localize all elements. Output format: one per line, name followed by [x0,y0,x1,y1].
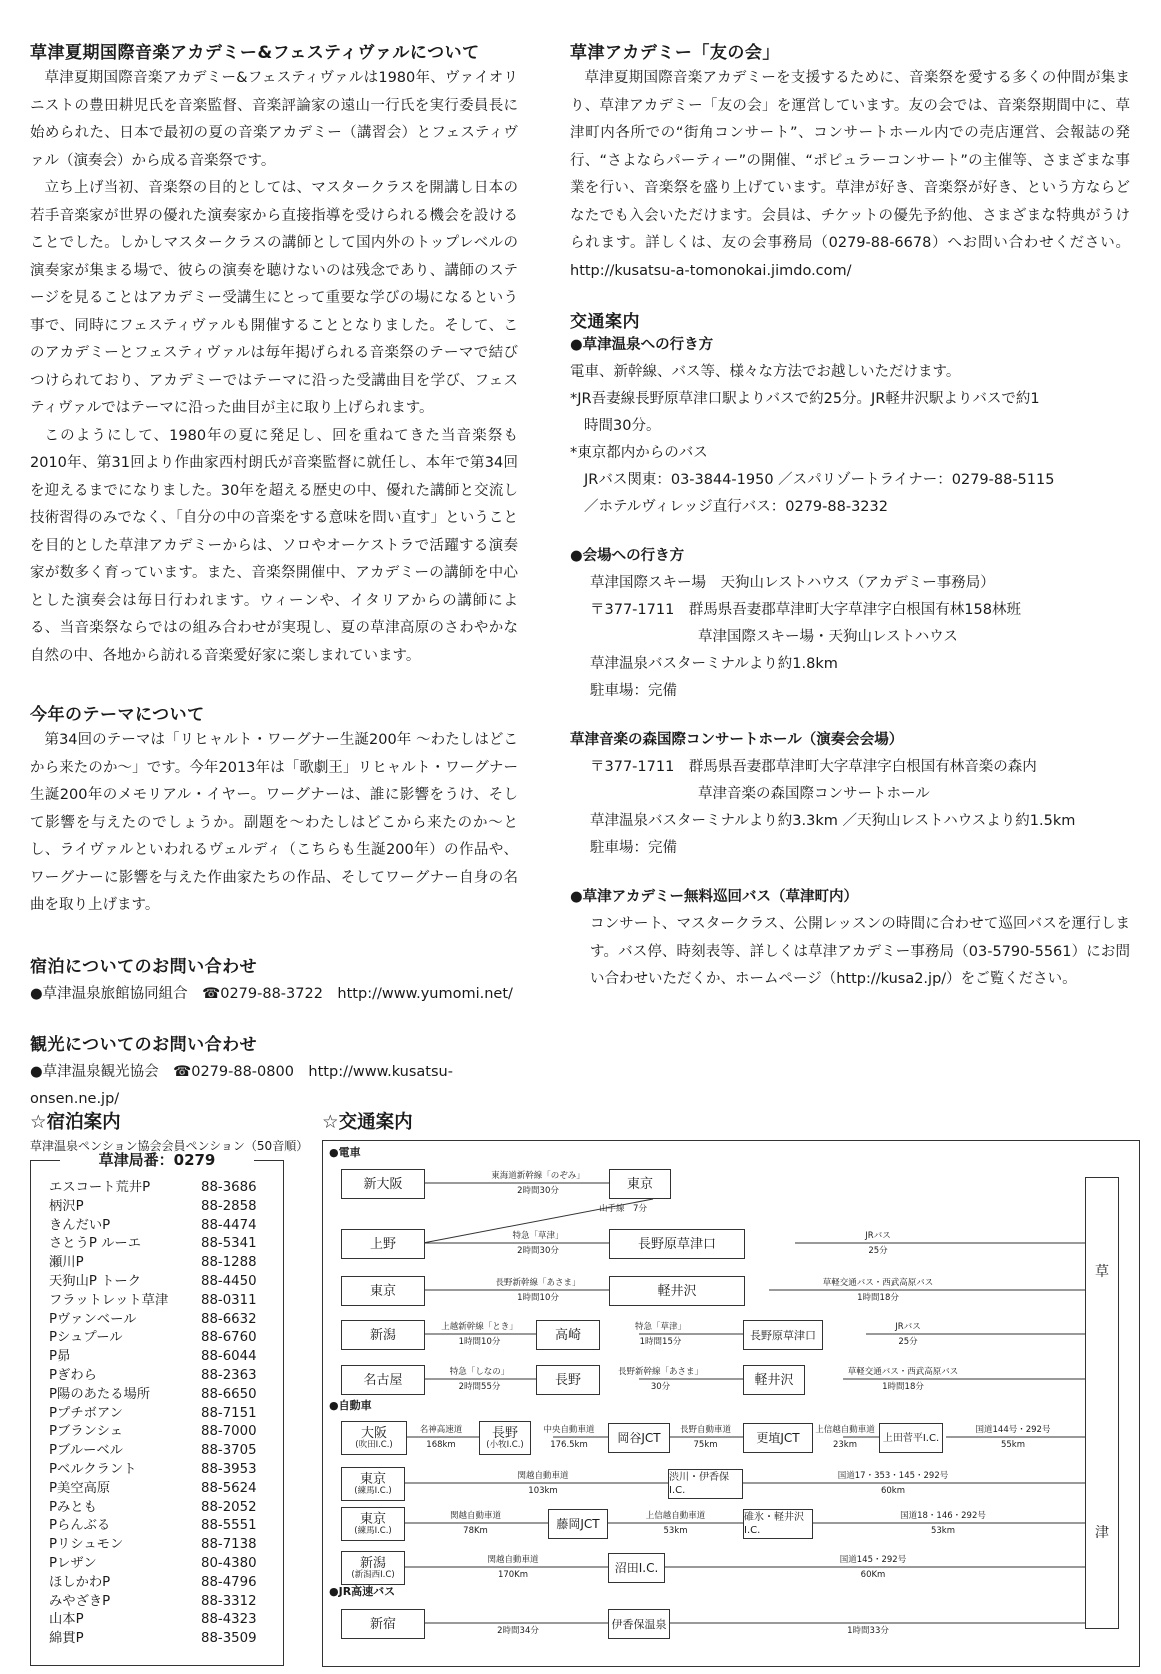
theme-paragraph: 第34回のテーマは「リヒャルト・ワーグナー生誕200年 〜わたしはどこから来たのか〜」です。今年2013年は「歌劇王」リヒャルト・ワーグナー生誕200年のメモリアル・イヤー。ワーグナーは、誰に影響をうけ、そして影響を与えたのでしょうか。副題を〜わたしはどこから来たのか〜とし、ライヴァルといわれるヴェルディ（こちらも生誕200年）の作品や、ワーグナーに影響を与えた作曲家たちの作品、そしてワーグナー自身の名曲を取り上げます。 [30,732,518,913]
route-label: 名神高速道 [419,1425,463,1435]
lodging-row [49,1254,261,1273]
route-label: 長野新幹線「あさま」 [495,1278,581,1288]
lodging-inquiry-line: ●草津温泉旅館協同組合 ☎0279-88-3722 http://www.yumomi.net/ [30,985,513,1002]
route-label: JRバス [865,1231,891,1241]
ic-niigata-name: 新潟 [359,1555,386,1571]
ic-tokyo2-name: 東京 [359,1511,386,1527]
onsen-line-2: *JR吾妻線長野原草津口駅よりバスで約25分。JR軽井沢駅よりバスで約1 [570,391,1040,407]
route-label: 関越自動車道 [487,1555,539,1565]
pension-phone: 88-4323 [201,1612,257,1628]
ic-tokyo-nerima [341,1467,405,1501]
station-karuizawa-2: 軽井沢 [743,1365,805,1395]
pension-name: フラットレット草津 [49,1292,169,1308]
route-distance: 55km [1000,1440,1026,1450]
route-distance: 78Km [463,1526,488,1536]
route-label: 国道17・353・145・292号 [837,1471,949,1481]
ic-nagano-komaki [479,1421,531,1455]
route-time: 1時間10分 [458,1337,501,1347]
station-shinjuku: 新宿 [341,1609,425,1639]
jct-okaya: 岡谷JCT [608,1423,670,1453]
pension-phone: 88-2052 [201,1499,257,1515]
venue1-name: 草津国際スキー場 天狗山レストハウス（アカデミー事務局） [590,575,995,591]
route-label: 山手線 7分 [599,1204,647,1214]
route-label: 上越新幹線「とき」 [441,1322,518,1332]
route-distance: 168km [426,1440,456,1450]
station-nagano: 長野 [536,1365,600,1395]
transport-guide-title: ☆交通案内 [322,1112,413,1133]
venue2-address-1: 〒377-1711 群馬県吾妻郡草津町大字草津字白根国有林音楽の森内 [590,759,1037,775]
pension-name: ほしかわP [49,1574,111,1590]
lodging-row [49,1386,261,1405]
pension-phone: 88-3312 [201,1593,257,1609]
route-distance: 103km [528,1486,558,1496]
route-label: 特急「草津」 [512,1231,564,1241]
station-naganohara-2: 長野原草津口 [743,1320,823,1350]
pension-name: Pシュプール [49,1330,123,1346]
venue-access-heading: ●会場への行き方 [570,548,685,564]
route-time: 1時間10分 [517,1293,559,1303]
pension-phone: 88-7000 [201,1424,257,1440]
route-distance: 53km [663,1526,688,1536]
pension-phone: 88-3705 [201,1443,257,1459]
pension-name: Pヴァンベール [49,1311,137,1327]
ic-ueda-sugadaira: 上田菅平I.C. [879,1423,943,1453]
ic-niigata-sub: (新潟西I.C) [351,1569,395,1580]
car-category: ●自動車 [329,1399,372,1412]
lodging-row [49,1311,261,1330]
lodging-row [49,1329,261,1348]
lodging-row [49,1574,261,1593]
route-distance: 60Km [860,1570,886,1580]
route-label: 長野新幹線「あさま」 [617,1367,703,1377]
route-time: 2時間55分 [458,1382,501,1392]
theme-section-title: 今年のテーマについて [30,705,205,725]
route-label: 特急「しなの」 [449,1367,510,1377]
route-time: 1時間18分 [857,1293,899,1303]
ic-osaka-name: 大阪 [360,1425,387,1441]
route-label: JRバス [895,1322,921,1332]
pension-name: Pプチボアン [49,1405,123,1421]
route-label: 東海道新幹線「のぞみ」 [491,1171,585,1181]
station-nagoya: 名古屋 [341,1365,425,1395]
route-time: 25分 [868,1246,888,1256]
festival-section-title: 草津夏期国際音楽アカデミー&フェスティヴァルについて [30,43,480,63]
lodging-row [49,1367,261,1386]
pension-phone: 88-5624 [201,1480,257,1496]
friends-paragraph: 草津夏期国際音楽アカデミーを支援するために、音楽祭を愛する多くの仲間が集まり、草津アカデミー「友の会」を運営しています。友の会では、音楽祭期間中に、草津町内各所での“街角コンサート”、コンサートホール内での売店運営、会報誌の発行、“さよならパーティー”の開催、“ポピュラーコンサート”の主催等、さまざまな事業を行い、音楽祭を盛り上げています。草津が好き、音楽祭が好き、という方ならどなたでも入会いただけます。会員は、チケットの優先予約他、さまざまな特典がうけられます。詳しくは、友の会事務局（0279-88-6678）へお問い合わせください。 http://kusatsu-a-tomonokai.jimdo.com/ [570,70,1130,279]
ic-tokyo-nerima-2 [341,1507,405,1541]
route-distance: 176.5km [550,1440,588,1450]
festival-paragraph-3: このようにして、1980年の夏に発足し、回を重ねてきた当音楽祭も2010年、第31回より作曲家西村朗氏が音楽監督に就任し、本年で第34回を迎えるまでになりました。30年を超える歴史の中、優れた講師と交流し技術習得のみでなく、「自分の中の音楽をする意味を問い直す」ということを目的とした草津アカデミーからは、ソロやオーケストラで活躍する演奏家が数多く育っています。また、音楽祭開催中、アカデミーの講師を中心とした演奏会は毎日行われます。ウィーンや、イタリアからの講師による、当音楽祭ならではの組み合わせが実現し、夏の草津高原のさわやかな自然の中、各地から訪れる音楽愛好家に楽しまれています。 [30,427,518,664]
pension-phone: 88-7138 [201,1537,257,1553]
pension-name: Pみとも [49,1499,97,1515]
venue2-address-2: 草津音楽の森国際コンサートホール [698,786,930,802]
pension-phone: 88-6044 [201,1349,257,1365]
route-label: 草軽交通バス・西武高原バス [822,1278,934,1288]
pension-name: Pリシュモン [49,1537,124,1553]
ic-osaka-sub: (吹田I.C.) [355,1439,393,1450]
pension-name: Pらんぶる [49,1518,111,1534]
pension-phone: 88-3686 [201,1180,257,1195]
pension-phone: 88-1288 [201,1255,257,1271]
onsen-access-heading: ●草津温泉への行き方 [570,337,714,353]
station-takasaki: 高崎 [536,1320,600,1350]
route-distance: 75km [693,1440,718,1450]
route-label: 国道144号・292号 [975,1425,1051,1435]
festival-paragraph-1: 草津夏期国際音楽アカデミー&フェスティヴァルは1980年、ヴァイオリニストの豊田耕児氏を音楽監督、音楽評論家の遠山一行氏を実行委員長に始められた、日本で最初の夏の音楽アカデミー（講習会）とフェスティヴァル（演奏会）から成る音楽祭です。 [30,70,518,169]
pension-name: Pブルーベル [49,1443,123,1459]
pension-name: Pブランシェ [49,1424,123,1440]
lodging-row [49,1555,261,1574]
lodging-subtitle: 草津温泉ペンション協会会員ペンション（50音順） [30,1139,309,1153]
pension-phone: 88-6650 [201,1386,257,1402]
pension-name: 山本P [49,1612,84,1628]
lodging-row [49,1593,261,1612]
route-distance: 53km [930,1526,956,1536]
destination-kusatsu-top: 草 [1095,1264,1109,1280]
lodging-row [49,1423,261,1442]
venue2-parking: 駐車場：完備 [590,840,677,856]
station-ueno: 上野 [341,1229,425,1259]
pension-phone: 88-2363 [201,1367,257,1383]
pension-phone: 88-3953 [201,1461,257,1477]
onsen-line-3: 時間30分。 [584,418,661,434]
lodging-row [49,1348,261,1367]
route-time: 30分 [650,1382,671,1392]
route-label: 国道145・292号 [839,1555,907,1565]
train-category: ●電車 [329,1146,361,1159]
ic-nagano-name: 長野 [491,1425,518,1441]
destination-kusatsu [1085,1177,1119,1629]
pension-phone: 88-4796 [201,1574,257,1590]
transport-diagram [322,1140,1140,1667]
station-tokyo-2: 東京 [341,1276,425,1306]
pension-phone: 88-4474 [201,1217,257,1233]
venue2-name: 草津音楽の森国際コンサートホール（演奏会会場） [570,732,904,748]
right-column [570,38,1130,994]
lodging-row [49,1273,261,1292]
lodging-row [49,1630,261,1649]
friends-section-title: 草津アカデミー「友の会」 [570,43,780,63]
pension-name: 柄沢P [49,1198,84,1214]
access-section-title: 交通案内 [570,312,640,332]
pension-name: Pぎわら [49,1367,97,1383]
venue1-address-2: 草津国際スキー場・天狗山レストハウス [698,629,958,645]
ic-numata: 沼田I.C. [608,1553,665,1583]
lodging-row [49,1480,261,1499]
pension-name: 天狗山P トーク [49,1273,142,1289]
ic-osaka [341,1421,407,1455]
route-time: 25分 [898,1337,918,1347]
pension-phone: 88-7151 [201,1405,257,1421]
route-label: 上信越自動車道 [645,1511,706,1521]
destination-kusatsu-bottom: 津 [1095,1525,1109,1541]
pension-name: 瀬川P [49,1255,84,1271]
station-karuizawa: 軽井沢 [609,1276,745,1306]
shuttle-bus-paragraph: コンサート、マスタークラス、公開レッスンの時間に合わせて巡回バスを運行します。バス停、時刻表等、詳しくは草津アカデミー事務局（03-5790-5561）にお問い合わせいただくか、ホームページ（http://kusa2.jp/）をご覧ください。 [590,916,1130,987]
route-lines [323,1141,1139,1666]
lodging-row [49,1198,261,1217]
lodging-row [49,1536,261,1555]
lodging-guide-title: ☆宿泊案内 [30,1112,121,1133]
pension-name: P美空高原 [49,1480,111,1496]
onsen-line-5: JRバス関東：03-3844-1950 ／スパリゾートライナー：0279-88-5115 [584,472,1055,488]
ic-tokyo-name: 東京 [359,1471,386,1487]
lodging-row [49,1611,261,1630]
route-distance: 23km [832,1440,858,1450]
festival-paragraph-2: 立ち上げ当初、音楽祭の目的としては、マスタークラスを開講し日本の若手音楽家が世界の優れた演奏家から直接指導を受けられる機会を設けることでした。しかしマスタークラスの講師として国内外のトップレベルの演奏家が集まる場で、彼らの演奏を聴けないのは残念であり、講師のステージを見ることはアカデミー受講生にとって重要な学びの場になるという事で、同時にフェスティヴァルも開催することとなりました。そして、このアカデミーとフェスティヴァルは毎年掲げられる音楽祭のテーマで結びつけられており、アカデミーではテーマに沿った受講曲目を学び、フェスティヴァルではテーマに沿った曲目が主に取り上げられます。 [30,180,518,416]
route-time: 1時間15分 [639,1337,682,1347]
ic-shibukawa-ikaho: 渋川・伊香保I.C. [668,1469,743,1499]
lodging-row [49,1217,261,1236]
station-niigata: 新潟 [341,1320,425,1350]
stop-ikaho-onsen: 伊香保温泉 [608,1609,670,1639]
pension-name: エスコート荒井P [49,1180,151,1195]
highway-bus-category: ●JR高速バス [329,1585,396,1598]
venue1-address-1: 〒377-1711 群馬県吾妻郡草津町大字草津字白根国有林158林班 [590,602,1021,618]
ic-niigata-nishi [341,1551,405,1585]
pension-phone: 88-5551 [201,1518,257,1534]
tourism-inquiry-line: ●草津温泉観光協会 ☎0279-88-0800 http://www.kusatsu-onsen.ne.jp/ [30,1063,453,1107]
ic-tokyo-sub: (練馬I.C.) [354,1485,392,1496]
pension-name: 綿貫P [49,1631,84,1647]
tourism-inquiry-title: 観光についてのお問い合わせ [30,1034,258,1055]
lodging-row [49,1292,261,1311]
pension-phone: 88-3509 [201,1631,257,1647]
lodging-row [49,1179,261,1198]
shuttle-bus-heading: ●草津アカデミー無料巡回バス（草津町内） [570,889,859,905]
lodging-list [49,1179,261,1649]
venue1-distance: 草津温泉バスターミナルより約1.8km [590,656,838,672]
route-time: 1時間33分 [847,1626,889,1636]
area-code: 草津局番：0279 [98,1151,216,1169]
route-distance: 60km [880,1486,906,1496]
route-label: 特急「草津」 [634,1322,686,1332]
lodging-row [49,1405,261,1424]
route-time: 1時間18分 [882,1382,924,1392]
pension-phone: 88-4450 [201,1273,257,1289]
pension-name: P陽のあたる場所 [49,1386,151,1402]
jct-koshoku: 更埴JCT [743,1423,813,1453]
station-tokyo: 東京 [609,1169,671,1199]
route-label: 関越自動車道 [449,1511,501,1521]
lodging-row [49,1461,261,1480]
jct-fujioka: 藤岡JCT [548,1509,608,1539]
lodging-inquiry-title: 宿泊についてのお問い合わせ [30,956,258,977]
venue1-parking: 駐車場：完備 [590,683,677,699]
route-distance: 170Km [497,1570,529,1580]
onsen-line-4: *東京都内からのバス [570,445,708,461]
route-time: 2時間34分 [497,1626,539,1636]
lodging-row [49,1235,261,1254]
onsen-line-1: 電車、新幹線、バス等、様々な方法でお越しいただけます。 [570,364,961,380]
route-label: 関越自動車道 [517,1471,569,1481]
pension-name: Pベルクラント [49,1461,137,1477]
ic-usui-karuizawa: 碓氷・軽井沢I.C. [743,1509,813,1539]
pension-name: みやざきP [49,1593,111,1609]
station-naganohara-kusatsuguchi: 長野原草津口 [609,1229,745,1259]
route-time: 2時間30分 [517,1246,559,1256]
route-label: 国道18・146・292号 [900,1511,986,1521]
pension-name: さとうP ルーエ [49,1236,142,1252]
ic-nagano-sub: (小牧I.C.) [486,1439,524,1450]
lodging-box [30,1151,284,1666]
pension-name: P昴 [49,1349,71,1365]
pension-phone: 88-0311 [201,1292,257,1308]
route-label: 上信越自動車道 [815,1425,875,1435]
pension-phone: 88-6632 [201,1311,257,1327]
lodging-row [49,1499,261,1518]
lodging-row [49,1517,261,1536]
pension-phone: 88-2858 [201,1198,257,1214]
route-label: 草軽交通バス・西武高原バス [847,1367,959,1377]
ic-tokyo2-sub: (練馬I.C.) [354,1525,392,1536]
pension-name: Pレザン [49,1555,97,1571]
station-shinosaka: 新大阪 [341,1169,425,1199]
pension-name: きんだいP [49,1217,111,1233]
lodging-row [49,1442,261,1461]
venue2-distance: 草津温泉バスターミナルより約3.3km ／天狗山レストハウスより約1.5km [590,813,1076,829]
route-label: 中央自動車道 [543,1425,595,1435]
pension-phone: 80-4380 [201,1555,257,1571]
route-time: 2時間30分 [517,1186,559,1196]
onsen-line-6: ／ホテルヴィレッジ直行バス：0279-88-3232 [584,499,888,515]
pension-phone: 88-5341 [201,1236,257,1252]
route-label: 長野自動車道 [679,1425,731,1435]
left-column [30,38,518,1113]
pension-phone: 88-6760 [201,1330,257,1346]
